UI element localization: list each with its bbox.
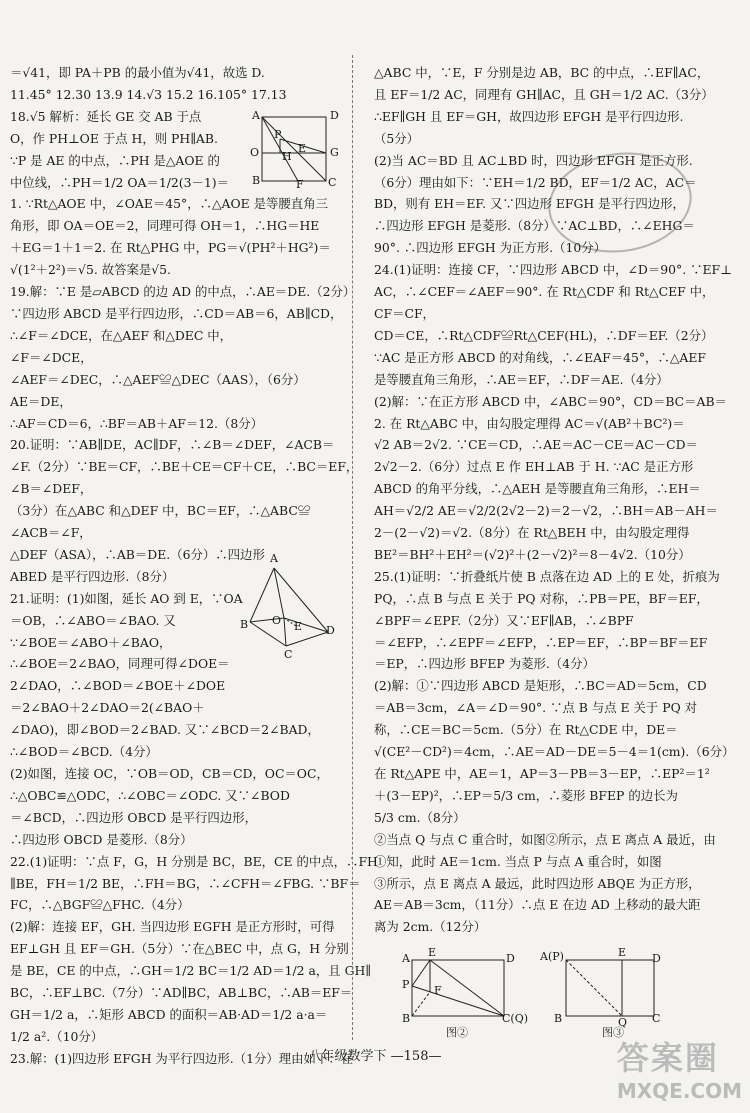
text-line: 5/3 cm.（8分） xyxy=(374,809,466,825)
text-line: ＋(3－EP)²，∴EP＝5/3 cm，∴菱形 BFEP 的边长为 xyxy=(374,787,678,803)
fig3-label-c: C xyxy=(652,1012,661,1025)
fig18-label-e: E xyxy=(298,142,307,155)
text-line: 23.解：(1)四边形 EFGH 为平行四边形.（1分）理由如下：在 xyxy=(10,1050,354,1066)
text-line: 1/2 a².（10分） xyxy=(10,1028,104,1044)
text-line: (2)解：①∵四边形 ABCD 是矩形，∴BC＝AD＝5cm，CD xyxy=(374,678,707,694)
text-line: ＝EP，∴四边形 BFEP 为菱形.（4分） xyxy=(374,656,595,672)
text-line: ②当点 Q 与点 C 重合时，如图②所示，点 E 离点 A 最近，由 xyxy=(374,831,716,847)
text-line: 24.(1)证明：连接 CF，∵四边形 ABCD 中，∠D＝90°. ∵EF⊥ xyxy=(374,262,732,278)
text-line: ABED 是平行四边形.（8分） xyxy=(10,568,175,584)
text-line: AC，∴∠CEF＝∠AEF＝90°. 在 Rt△CDF 和 Rt△CEF 中， xyxy=(374,284,715,300)
text-line: (2)如图，连接 OC，∵OB＝OD，CB＝CD，OC＝OC， xyxy=(10,766,329,781)
text-line: ＝AB＝3cm，∠A＝∠D＝90°. ∵点 B 与点 E 关于 PQ 对 xyxy=(374,700,698,716)
text-line: ∵∠BOE＝∠ABO＋∠BAO， xyxy=(10,634,172,650)
text-line: BD，则有 EH＝EF. 又∵四边形 EFGH 是平行四边形， xyxy=(374,196,685,212)
watermark-line1: 答案圈 xyxy=(616,1039,719,1077)
text-line: （5分） xyxy=(374,130,420,146)
text-line: ∴∠F＝∠DCE，在△AEF 和△DEC 中， xyxy=(10,327,233,343)
text-line: ∵P 是 AE 的中点，∴PH 是△AOE 的 xyxy=(10,152,220,168)
text-line: (2)解：∵在正方形 ABCD 中，∠ABC＝90°，CD＝BC＝AB＝ xyxy=(374,393,727,409)
fig3-label-ap: A(P) xyxy=(540,950,564,963)
text-line: ∠AEF＝∠DEC，∴△AEF≌△DEC（AAS），（6分） xyxy=(10,371,306,387)
fig18-label-d: D xyxy=(330,109,339,122)
text-line: ∵AC 是正方形 ABCD 的对角线，∴∠EAF＝45°，∴△AEF xyxy=(374,349,706,365)
fig21-label-b: B xyxy=(240,618,249,631)
text-line: FC，∴△BGF≌△FHC.（4分） xyxy=(10,897,190,913)
text-line: △ABC 中，∵E，F 分别是边 AB，BC 的中点，∴EF∥AC， xyxy=(374,65,710,80)
fig18-label-p: P xyxy=(274,128,282,141)
fig2-label-cq: C(Q) xyxy=(502,1012,529,1025)
text-line: BE²＝BH²＋EH²＝(√2)²＋(2－√2)²＝8－4√2.（10分） xyxy=(374,546,691,562)
fig21-label-e: E xyxy=(294,620,303,633)
text-line: 称，∴CE＝BC＝5cm.（5分）在 Rt△CDE 中，DE＝ xyxy=(374,722,678,738)
fig3-label-q: Q xyxy=(618,1016,628,1029)
figure-3 xyxy=(540,946,661,1039)
text-line: GH＝1/2 a，∴矩形 ABCD 的面积＝AB·AD＝1/2 a·a＝ xyxy=(10,1006,328,1022)
fig2-label-a: A xyxy=(402,952,410,965)
fig2-label-f: F xyxy=(434,984,442,997)
text-line: (2)解：连接 EF，GH. 当四边形 EGFH 是正方形时，可得 xyxy=(10,919,335,935)
text-line: ∴四边形 OBCD 是菱形.（8分） xyxy=(10,831,193,847)
text-line: CD＝CE，∴Rt△CDF≌Rt△CEF(HL)，∴DF＝EF.（2分） xyxy=(374,327,714,343)
fig18-label-c: C xyxy=(328,176,337,189)
fig3-caption: 图③ xyxy=(602,1026,624,1039)
text-line: 18.√5 解析：延长 GE 交 AB 于点 xyxy=(10,108,202,124)
text-line: (2)当 AC＝BD 且 AC⊥BD 时，四边形 EFGH 是正方形. xyxy=(374,152,693,168)
text-line: 11.45° 12.30 13.9 14.√3 15.2 16.105° 17.13 xyxy=(10,86,287,102)
text-line: ＝√41，即 PA＋PB 的最小值为√41，故选 D. xyxy=(10,65,265,80)
text-line: EF⊥GH 且 EF＝GH.（5分）∵在△BEC 中，点 G，H 分别 xyxy=(10,941,349,957)
text-line: 是等腰直角三角形，∴AE＝EF，∴DF＝AE.（4分） xyxy=(374,371,669,387)
text-line: √(CE²－CD²)＝4cm，∴AE＝AD－DE＝5－4＝1(cm).（6分） xyxy=(374,744,735,760)
text-line: PQ，∴点 B 与点 E 关于 PQ 对称，∴PB＝PE，BF＝EF， xyxy=(374,590,709,606)
text-line: √(1²＋2²)＝√5. 故答案是√5. xyxy=(10,262,171,278)
text-line: （6分）理由如下：∵EH＝1/2 BD，EF＝1/2 AC，AC＝ xyxy=(374,174,697,190)
text-line: 20.证明：∵AB∥DE，AC∥DF，∴∠B＝∠DEF，∠ACB＝ xyxy=(10,437,335,453)
text-line: ABCD 的角平分线，∴△AEH 是等腰直角三角形，∴EH＝ xyxy=(374,481,701,497)
text-line: △DEF（ASA），∴AB＝DE.（6分）∴四边形 xyxy=(10,546,265,562)
fig18-label-a: A xyxy=(252,109,260,122)
fig3-label-b: B xyxy=(554,1012,563,1025)
text-line: ∴AF＝CD＝6，∴BF＝AB＋AF＝12.（8分） xyxy=(10,415,264,431)
fig3-label-d: D xyxy=(652,952,661,965)
page-footer: 八年级数学下 —158— xyxy=(308,1049,442,1064)
fig21-label-c: C xyxy=(284,648,293,661)
fig2-label-e: E xyxy=(428,946,437,959)
text-line: BC，∴EF⊥BC.（7分）∵AD∥BC，AB⊥BC，∴AB＝EF＝ xyxy=(10,985,353,1001)
fig18-label-f: F xyxy=(296,178,304,191)
text-line: CF＝CF， xyxy=(374,305,435,321)
text-line: （3分）在△ABC 和△DEF 中，BC＝EF，∴△ABC≌ xyxy=(10,503,311,519)
fig3-label-e: E xyxy=(618,946,627,959)
text-line: 1. ∵Rt△AOE 中，∠OAE＝45°，∴△AOE 是等腰直角三 xyxy=(10,196,328,212)
text-line: O，作 PH⊥OE 于点 H，则 PH∥AB. xyxy=(10,130,218,146)
column-divider xyxy=(352,55,353,1040)
fig18-label-h: H xyxy=(282,150,292,163)
text-line: ＝∠BCD，∴四边形 OBCD 是平行四边形， xyxy=(10,809,257,825)
text-line: ∠F.（2分）∵BE＝CF，∴BE＋CE＝CF＋CE，∴BC＝EF， xyxy=(10,459,359,475)
text-line: 2√2－2.（6分）过点 E 作 EH⊥AB 于 H. ∵AC 是正方形 xyxy=(374,459,694,475)
text-line: ∴∠BOE＝2∠BAO，同理可得∠DOE＝ xyxy=(10,656,230,672)
text-line: 2∠DAO，∴∠BOD＝∠BOE＋∠DOE xyxy=(10,678,226,694)
text-line: AH＝√2/2 AE＝√2/2(2√2－2)＝2－√2，∴BH＝AB－AH＝ xyxy=(374,503,718,519)
text-line: AE＝DE， xyxy=(10,393,72,409)
text-line: ＝∠EFP，∴∠EPF＝∠EFP，∴EP＝EF，∴BP＝BF＝EF xyxy=(374,634,708,650)
text-line: 在 Rt△APE 中，AE＝1，AP＝3－PB＝3－EP，∴EP²＝1² xyxy=(374,766,710,781)
text-line: 2. 在 Rt△ABC 中，由勾股定理得 AC＝√(AB²＋BC²)＝ xyxy=(374,415,685,431)
text-line: ③所示，点 E 离点 A 最远，此时四边形 ABQE 为正方形， xyxy=(374,875,701,891)
text-line: ＝OB，∴∠ABO＝∠BAO. 又 xyxy=(10,612,176,628)
text-line: AE＝AB＝3cm，（11分）∴点 E 在边 AD 上移动的最大距 xyxy=(374,897,701,913)
watermark-line2: MXQE.COM xyxy=(616,1079,742,1103)
text-line: ∠B＝∠DEF， xyxy=(10,481,93,497)
fig2-caption: 图② xyxy=(446,1026,468,1039)
text-line: 90°. ∴四边形 EFGH 为正方形.（10分） xyxy=(374,240,607,256)
fig2-label-d: D xyxy=(506,952,515,965)
fig21-label-d: D xyxy=(326,624,335,637)
fig21-label-o: O xyxy=(272,614,282,627)
text-line: ∴四边形 EFGH 是菱形.（8分）∵AC⊥BD，∴∠EHG＝ xyxy=(374,218,695,234)
fig18-label-g: G xyxy=(330,146,339,159)
text-line: 19.解：∵E 是▱ABCD 的边 AD 的中点，∴AE＝DE.（2分） xyxy=(10,284,356,300)
text-line: ＋EG＝1＋1＝2. 在 Rt△PHG 中，PG＝√(PH²＋HG²)＝ xyxy=(10,240,331,256)
fig18-label-o: O xyxy=(250,146,260,159)
text-line: ∠F＝∠DCE， xyxy=(10,349,93,365)
text-line: ∴∠BOD＝∠BCD.（4分） xyxy=(10,744,158,760)
figure-21 xyxy=(240,552,336,661)
figure-2 xyxy=(402,946,529,1039)
fig18-label-b: B xyxy=(252,174,261,187)
text-line: ∴△OBC≌△ODC，∴∠OBC＝∠ODC. 又∵∠BOD xyxy=(10,787,290,803)
text-line: 25.(1)证明：∵折叠纸片使 B 点落在边 AD 上的 E 处，折痕为 xyxy=(374,568,720,584)
text-line: ∠DAO)，即∠BOD＝2∠BAD. 又∵∠BCD＝2∠BAD， xyxy=(10,722,320,738)
text-line: ∴EF∥GH 且 EF＝GH，故四边形 EFGH 是平行四边形. xyxy=(374,108,684,124)
text-line: ∥BE，FH＝1/2 BE，∴FH＝BG，∴∠CFH＝∠FBG. ∵BF＝ xyxy=(10,875,361,891)
text-line: 22.(1)证明：∵点 F，G，H 分别是 BC，BE，CE 的中点，∴FH xyxy=(10,853,378,869)
text-line: ∠BPF＝∠EPF.（2分）又∵EF∥AB，∴∠BPF xyxy=(374,612,634,628)
text-line: √2 AB＝2√2. ∵CE＝CD，∴AE＝AC－CE＝AC－CD＝ xyxy=(374,437,698,453)
fig21-label-a: A xyxy=(270,552,278,565)
text-line: 2－(2－√2)＝√2.（8分）在 Rt△BEH 中，由勾股定理得 xyxy=(374,525,690,541)
fig2-label-b: B xyxy=(402,1012,411,1025)
text-line: 21.证明：(1)如图，延长 AO 到 E，∵OA xyxy=(10,590,243,606)
text-line: 是 BE，CE 的中点，∴GH＝1/2 BC＝1/2 AD＝1/2 a，且 GH∥ xyxy=(10,963,372,979)
text-line: ＝2∠BAO＋2∠DAO＝2(∠BAO＋ xyxy=(10,700,205,716)
text-line: ①知，此时 AE＝1cm. 当点 P 与点 A 重合时，如图 xyxy=(374,853,662,869)
text-line: 角形，即 OA＝OE＝2，同理可得 OH＝1，∴HG＝HE xyxy=(10,218,320,234)
text-line: 且 EF＝1/2 AC，同理有 GH∥AC，且 GH＝1/2 AC.（3分） xyxy=(374,86,714,102)
text-line: ∠ACB＝∠F， xyxy=(10,525,92,541)
text-line: ∵四边形 ABCD 是平行四边形，∴CD＝AB＝6，AB∥CD， xyxy=(10,305,343,321)
text-line: 离为 2cm.（12分） xyxy=(374,919,487,935)
text-line: 中位线，∴PH＝1/2 OA＝1/2(3－1)＝ xyxy=(10,174,230,190)
watermark-logo xyxy=(617,1033,742,1103)
figure-18 xyxy=(250,109,342,191)
fig2-label-p: P xyxy=(402,978,410,991)
